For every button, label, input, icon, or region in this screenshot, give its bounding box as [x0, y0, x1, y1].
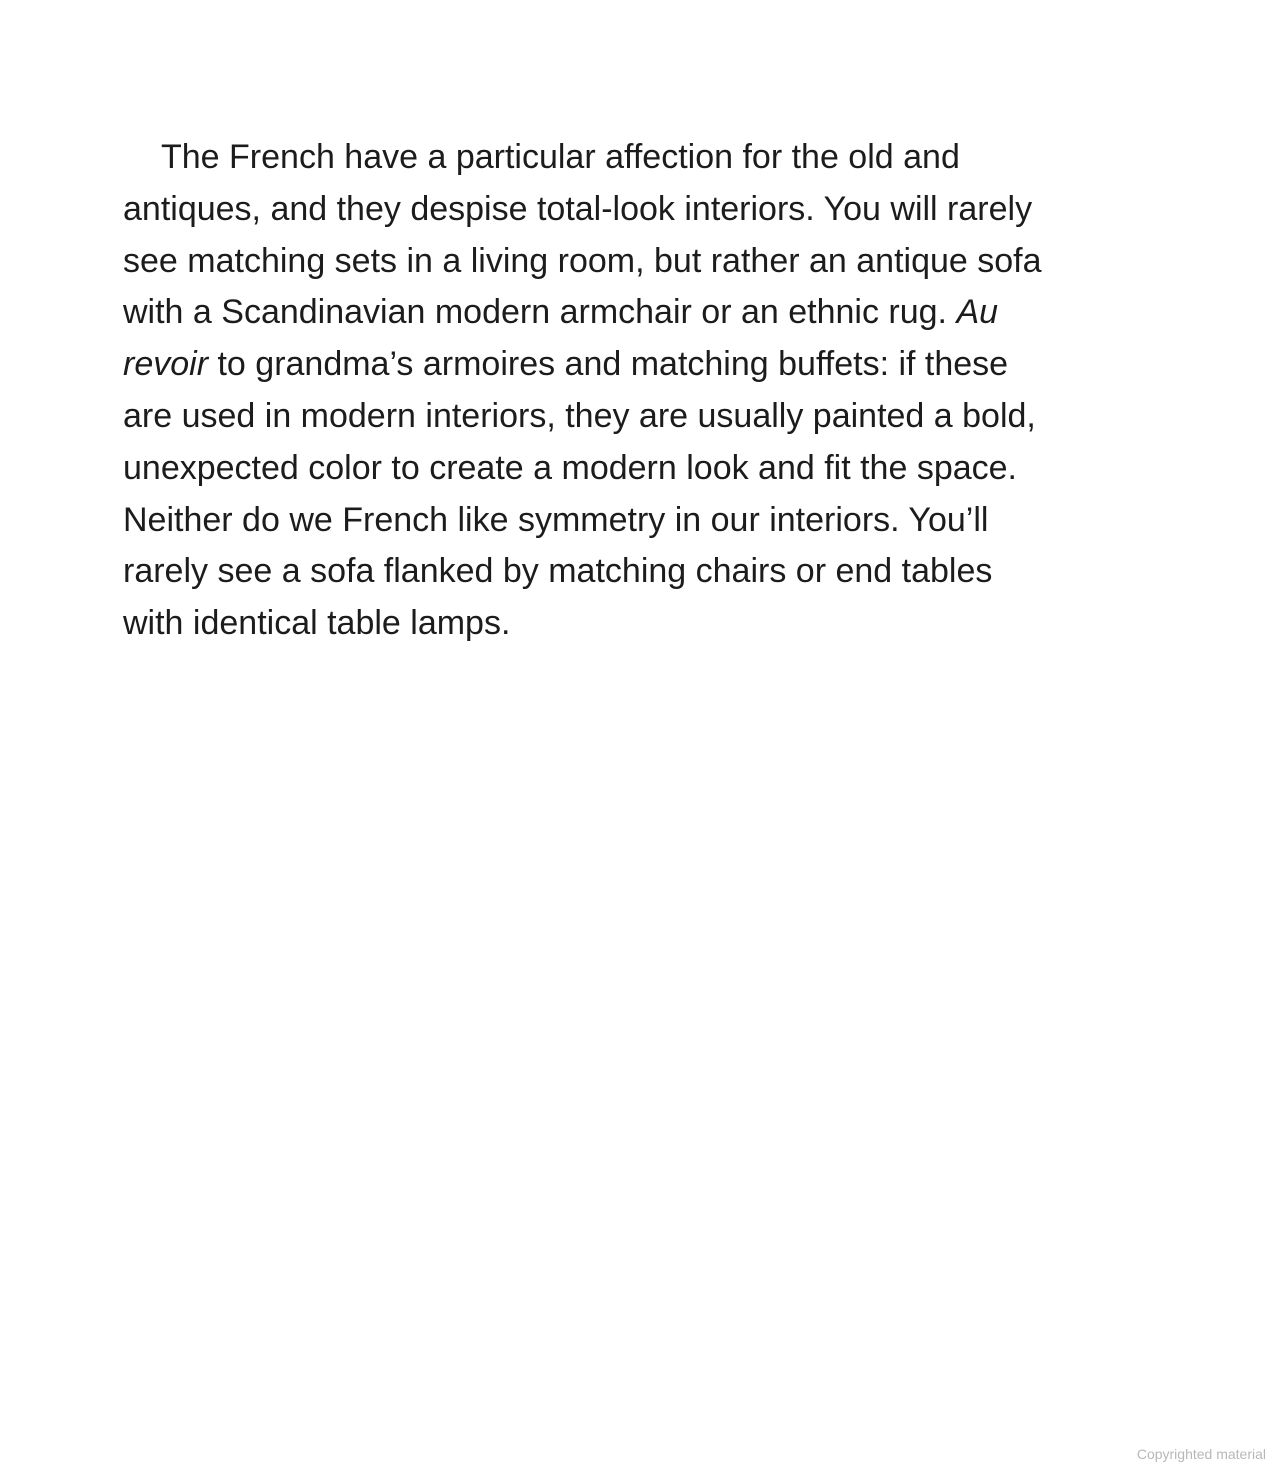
body-paragraph: [123, 132, 1163, 650]
text-line-6: are used in modern interiors, they are usually painted a bold,: [123, 396, 1036, 435]
text-line-4: [123, 287, 1163, 339]
text-line-5: [123, 339, 1163, 391]
text-line-8: Neither do we French like symmetry in our interiors. You’ll: [123, 500, 989, 539]
text-line-10: with identical table lamps.: [123, 604, 511, 643]
text-line-4-main: with a Scandinavian modern armchair or an ethnic rug.: [123, 293, 957, 332]
text-line-7: unexpected color to create a modern look and fit the space.: [123, 448, 1017, 487]
text-line-3: see matching sets in a living room, but rather an antique sofa: [123, 241, 1042, 280]
text-line-2: antiques, and they despise total-look interiors. You will rarely: [123, 189, 1033, 228]
italic-au: Au: [956, 293, 999, 332]
italic-revoir: revoir: [123, 345, 209, 384]
text-line-1: The French have a particular affection for the old and: [161, 138, 960, 176]
text-line-5-rest: to grandma’s armoires and matching buffets: if these: [208, 345, 1009, 384]
copyright-watermark: Copyrighted material: [1136, 1446, 1266, 1462]
text-line-9: rarely see a sofa flanked by matching chairs or end tables: [123, 552, 993, 591]
